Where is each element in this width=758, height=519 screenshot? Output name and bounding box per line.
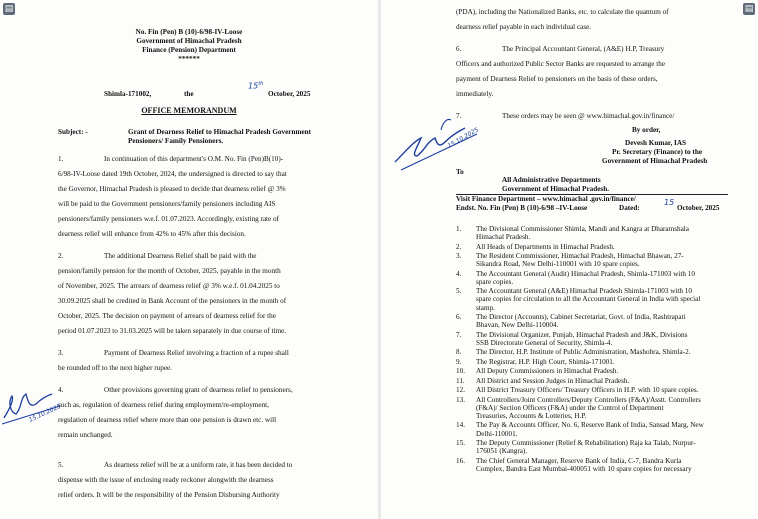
subject-line-1: Grant of Dearness Relief to Himachal Pradesh Government bbox=[128, 128, 312, 136]
para-2-line: of November, 2025. The arrears of dearness relief @ 3% w.e.f. 01.04.2025 to bbox=[58, 282, 280, 290]
signatory-name: Devesh Kumar, IAS bbox=[625, 139, 687, 147]
copy-list-number: 12. bbox=[456, 386, 465, 395]
continued-line: (PDA), including the Nationalized Banks, etc. to calculate the quantum of bbox=[456, 8, 669, 16]
addressee-line: Government of Himachal Pradesh. bbox=[502, 185, 610, 193]
copy-list-number: 14. bbox=[456, 421, 465, 430]
subject-line-2: Pensioners/ Family Pensioners. bbox=[128, 137, 224, 145]
para-1-line: the Governor, Himachal Pradesh is pleased to decide that dearness relief @ 3% bbox=[58, 185, 286, 193]
govt-name: Government of Himachal Pradesh bbox=[136, 37, 242, 45]
para-4-number: 4. bbox=[58, 386, 64, 394]
para-5-line: relief orders. It will be the responsibility of the Pension Disbursing Authority bbox=[58, 491, 280, 499]
para-1-line: will be paid to the Government pensioners/family pensioners including AIS bbox=[58, 200, 276, 208]
para-2-line: period 01.07.2023 to 31.03.2025 will be taken separately in due course of time. bbox=[58, 327, 287, 335]
copy-list-item: The Resident Commissioner, Himachal Pradesh, Himachal Bhawan, 27- bbox=[476, 252, 684, 261]
para-3-number: 3. bbox=[58, 349, 64, 357]
continued-line: dearness relief payable in each individual case. bbox=[456, 23, 592, 31]
copy-list-item: All District Treasury Officers/ Treasury Officers in H.P. with 10 spare copies. bbox=[476, 386, 699, 395]
header-stars: ****** bbox=[178, 55, 200, 63]
file-number: No. Fin (Pen) B (10)-6/98-IV-Loose bbox=[135, 28, 243, 36]
para-7-text: These orders may be seen @ www.himachal.gov.in/finance/ bbox=[502, 112, 675, 120]
copy-list-number: 10. bbox=[456, 367, 465, 376]
department-name: Finance (Pension) Department bbox=[142, 46, 236, 54]
copy-list-item: The Divisional Organizer, Punjab, Himachal Pradesh and J&K, Divisions bbox=[476, 330, 688, 339]
para-1-number: 1. bbox=[58, 155, 64, 163]
para-2-line: October, 2025. The decision on payment of arrears of dearness relief for the bbox=[58, 312, 276, 320]
copy-list-number: 2. bbox=[456, 242, 462, 251]
para-1-line: pensioners/family pensioners w.e.f. 01.07.2023. Accordingly, existing rate of bbox=[58, 215, 280, 223]
para-2-line: The additional Dearness Relief shall be paid with the bbox=[104, 252, 257, 260]
copy-list-number: 13. bbox=[456, 395, 465, 404]
para-4-line: Other provisions governing grant of dearness relief to pensioners, bbox=[104, 386, 293, 394]
copy-list-number: 16. bbox=[456, 456, 465, 465]
copy-list-item: The Divisional Commissioner Shimla, Mandi and Kangra at Dharamshala bbox=[476, 225, 689, 233]
copy-list-item: The Director (Accounts), Cabinet Secretariat, Govt. of India, Rashtrapati bbox=[476, 313, 686, 321]
para-6-line: immediately. bbox=[456, 90, 494, 98]
subject-label: Subject: - bbox=[58, 128, 88, 136]
copy-list-item: The Accountant General (A&E) Himachal Pradesh Shimla-171003 with 10 bbox=[476, 287, 692, 296]
place: Shimla-171002, bbox=[104, 90, 152, 98]
copy-list-item: spare copies. bbox=[476, 277, 514, 286]
addressee-line: All Administrative Departments bbox=[502, 176, 601, 184]
copy-list-number: 6. bbox=[456, 313, 462, 321]
copy-list-item: All District and Session Judges in Himachal Pradesh. bbox=[476, 376, 630, 385]
handwritten-initials bbox=[0, 378, 70, 438]
copy-list-item: Delhi-110001. bbox=[476, 429, 518, 438]
copy-list-item: All Controllers/Joint Controllers/Deputy Controllers (F&A)/Asstt. Controllers bbox=[476, 395, 701, 404]
copy-list-item: The Chief General Manager, Reserve Bank of India, C-7, Bandra Kurla bbox=[476, 456, 682, 465]
date-month-year: October, 2025 bbox=[268, 90, 311, 98]
copy-list-item: spare copies for circulation to all the Accountant General in India with special bbox=[476, 295, 701, 304]
para-5-line: As dearness relief will be at a uniform rate, it has been decided to bbox=[104, 461, 293, 469]
handwritten-date-note: 15.10.2025 bbox=[446, 126, 480, 150]
para-1-line: In continuation of this department's O.M. No. Fin (Pen)B(10)- bbox=[104, 155, 284, 163]
handwritten-date-note: 15.10.2025 bbox=[27, 402, 62, 424]
handwritten-day: 15th bbox=[248, 81, 264, 91]
para-6-number: 6. bbox=[456, 45, 462, 53]
to-label: To bbox=[456, 168, 464, 176]
copy-list-item: stamp. bbox=[476, 303, 495, 312]
copy-list-item: The Pay & Accounts Officer, No. 6, Reserve Bank of India, Sansad Marg, New bbox=[476, 421, 704, 430]
para-7-number: 7. bbox=[456, 112, 462, 120]
copy-list-number: 1. bbox=[456, 225, 462, 233]
para-3-line: Payment of Dearness Relief involving a fraction of a rupee shall bbox=[104, 349, 289, 357]
copy-list-number: 4. bbox=[456, 269, 462, 278]
the-word: the bbox=[184, 90, 194, 98]
copy-list-number: 11. bbox=[456, 376, 465, 385]
copy-list-number: 15. bbox=[456, 439, 465, 447]
copy-list-item: The Accountant General (Audit) Himachal Pradesh, Shimla-171003 with 10 bbox=[476, 269, 695, 278]
para-2-line: 30.09.2025 shall be credited in Bank Account of the pensioners in the month of bbox=[58, 297, 287, 305]
copy-list-number: 8. bbox=[456, 348, 462, 357]
document-scan-icon[interactable]: ▤ bbox=[4, 4, 14, 14]
para-5-line: dispense with the issue of enclosing ready reckoner alongwith the dearness bbox=[58, 476, 274, 484]
copy-list-item: (F&A)/ Section Officers (F&A) under the Control of Department bbox=[476, 403, 664, 412]
signatory-designation: Government of Himachal Pradesh bbox=[602, 157, 708, 165]
para-2-line: pension/family pension for the month of October, 2025, payable in the month bbox=[58, 267, 281, 275]
copy-list-item: Complex, Bandra East Mumbai-400051 with 10 spare copies for necessary bbox=[476, 464, 692, 473]
copy-list-item: The Deputy Commissioner (Relief & Rehabilitation) Raja ka Talab, Nurpur- bbox=[476, 439, 696, 447]
para-6-line: payment of Dearness Relief to pensioners on the basis of these orders, bbox=[456, 75, 658, 83]
handwritten-endst-day: 15 bbox=[664, 198, 675, 207]
copy-list-number: 3. bbox=[456, 252, 462, 261]
para-4-line: regulation of dearness relief where more than one pension is drawn etc. will bbox=[58, 416, 277, 424]
document-scan-icon[interactable]: ▤ bbox=[744, 4, 754, 14]
copy-list-item: Sikandra Road, New Delhi-110001 with 10 spare copies. bbox=[476, 260, 640, 269]
copy-list-item: SSB Directorate General of Security, Shimla-4. bbox=[476, 338, 613, 347]
copy-list-item: 176051 (Kangra). bbox=[476, 447, 528, 456]
copy-list-item: All Heads of Departments in Himachal Pradesh. bbox=[476, 242, 615, 251]
copy-list-item: The Registrar, H.P. High Court, Shimla-171001. bbox=[476, 357, 615, 366]
para-1-line: dearness relief will enhance from 42% to 45% after this decision. bbox=[58, 230, 246, 238]
left-page bbox=[0, 0, 378, 519]
copy-list-item: The Director, H.P. Institute of Public Administration, Mashobra, Shimla-2. bbox=[476, 348, 691, 357]
para-4-line: such as, regulation of dearness relief during employment/re-employment, bbox=[58, 401, 269, 409]
copy-list-item: Himachal Pradesh. bbox=[476, 233, 531, 242]
para-6-line: The Principal Accountant General, (A&E) H.P, Treasury bbox=[502, 45, 665, 53]
endorsement-number: Endst. No. Fin (Pen) B (10)-6/98 –IV-Loose bbox=[456, 204, 588, 212]
copy-list-item: Bhavan, New Delhi-110004. bbox=[476, 321, 559, 330]
copy-list-number: 5. bbox=[456, 287, 462, 296]
para-5-number: 5. bbox=[58, 461, 64, 469]
copy-list-item: Treasuries, Accounts & Lotteries, H.P. bbox=[476, 411, 587, 420]
para-3-line: be rounded off to the next higher rupee. bbox=[58, 364, 173, 372]
right-page bbox=[381, 0, 758, 519]
copy-list-number: 7. bbox=[456, 330, 462, 339]
para-6-line: Officers and authorized Public Sector Banks are requested to arrange the bbox=[456, 60, 666, 68]
dated-label: Dated: bbox=[619, 204, 640, 212]
para-1-line: 6/98-IV-Loose dated 19th October, 2024, the undersigned is directed to say that bbox=[58, 170, 287, 178]
para-2-number: 2. bbox=[58, 252, 64, 260]
copy-list-number: 9. bbox=[456, 357, 462, 366]
signatory-designation: Pr. Secretary (Finance) to the bbox=[612, 148, 703, 156]
para-4-line: remain unchanged. bbox=[58, 431, 113, 439]
copy-list-item: All Deputy Commissioners in Himachal Pradesh. bbox=[476, 367, 619, 376]
endorsement-date: October, 2025 bbox=[677, 204, 720, 212]
by-order: By order, bbox=[632, 126, 661, 134]
signature bbox=[381, 112, 491, 182]
document-title: OFFICE MEMORANDUM bbox=[141, 106, 237, 115]
visit-line: Visit Finance Department – www.himachal .gov.in/finance/ bbox=[456, 195, 636, 203]
